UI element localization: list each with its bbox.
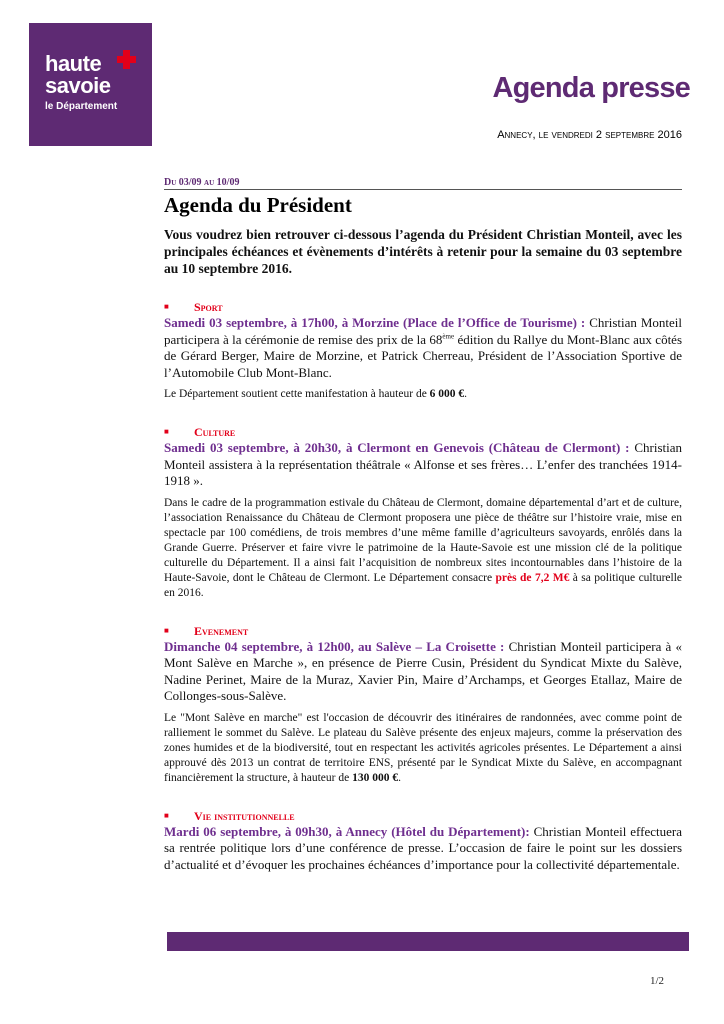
dateline-city: Annecy xyxy=(497,129,533,141)
event-when: Mardi 06 septembre, à 09h30, à Annecy (Hôtel du Département): xyxy=(164,823,530,839)
square-bullet-icon: ■ xyxy=(164,302,169,311)
footer-bar xyxy=(167,932,689,951)
dateline-le: le xyxy=(538,129,549,141)
savoy-cross-icon xyxy=(117,50,136,69)
logo-line-savoie: savoie xyxy=(45,73,111,98)
note-end: . xyxy=(398,771,401,784)
section-heading-label: Evenement xyxy=(194,623,249,638)
event-text: Christian Monteil effectuera sa rentrée politique lors d’une conférence de presse. L’occasion de faire le point sur les dossiers d’actualité et d’évoquer les prochaines échéances d’importance pour la collectivité départementale. xyxy=(164,823,683,872)
section-heading-label: Vie institutionnelle xyxy=(194,808,295,823)
section-sport xyxy=(164,299,682,402)
note-text: Le "Mont Salève en marche" est l'occasion de découvrir des itinéraires de randonnées, avec comme point de ralliement le sommet du Salève. Le plateau du Salève présente des enjeux majeurs, comme la préservation des zones humides et de la biodiversité, tout en respectant les activités agricoles présentes. Le Département a ainsi approuvé dès 2013 un contrat de territoire ENS, présenté par le Syndicat Mixte du Salève, en accompagnant financièrement la structure, à hauteur de xyxy=(164,711,682,784)
note-text: Dans le cadre de la programmation estivale du Château de Clermont, domaine départemental d’art et de culture, l’association Renaissance du Château de Clermont proposera une pièce de théâtre sur l’histoire vraie, mise en spectacle par 100 comédiens, de trois membres d’une même famille d’agriculteurs savoyards, enrôlés dans la Grande Guerre. Préserver et faire vivre le patrimoine de la Haute-Savoie est une mission clé de la politique culturelle du Département. Il a ainsi fait l’acquisition de nombreux sites incontournables dans l’histoire de la Haute-Savoie, dont le Château de Clermont. Le Département consacre xyxy=(164,496,682,584)
note-end: . xyxy=(464,388,468,400)
event-when: Samedi 03 septembre, à 17h00, à Morzine (Place de l’Office de Tourisme) : xyxy=(164,315,586,330)
event-superscript: ème xyxy=(442,332,455,341)
intro-paragraph: Vous voudrez bien retrouver ci-dessous l’agenda du Président Christian Monteil, avec les principales échéances et évènements d’intérêts à retenir pour la semaine du 03 septembre au 10 septembre 2016. xyxy=(164,227,682,276)
funding-note xyxy=(164,496,682,601)
logo-line-departement: le Département xyxy=(45,101,118,112)
event-text: Christian Monteil participera à la cérémonie de remise des prix de la 68 xyxy=(164,315,682,347)
dateline-weekday: vendredi xyxy=(551,129,593,141)
event-text: Christian Monteil assistera à la représentation théâtrale « Alfonse et ses frères… L’enfer des tranchées 1914-1918 ». xyxy=(164,440,682,488)
funding-amount: près de 7,2 M€ xyxy=(495,571,570,584)
funding-note xyxy=(164,711,682,786)
event-text: Christian Monteil participera à « Mont Salève en Marche », en présence de Pierre Cusin, Président du Syndicat Mixte du Salève, Nadine Perinet, Maire de la Muraz, Xavier Pin, Maire d’Archamps, et Georges Etallaz, Maire de Collonges-sous-Salève. xyxy=(164,638,682,703)
period-range: Du 03/09 au 10/09 xyxy=(164,177,682,190)
section-heading xyxy=(164,623,682,639)
event-description xyxy=(164,639,682,705)
section-heading xyxy=(164,299,682,315)
square-bullet-icon: ■ xyxy=(164,810,169,820)
note-end: à sa politique culturelle en 2016. xyxy=(164,571,682,599)
event-when: Dimanche 04 septembre, à 12h00, au Salève – La Croisette : xyxy=(164,638,505,654)
event-description xyxy=(164,315,682,381)
agenda-content xyxy=(164,226,682,873)
main-title: Agenda du Président xyxy=(164,193,352,217)
page-number: 1/2 xyxy=(649,975,664,987)
page-header-title: Agenda presse xyxy=(492,72,690,104)
square-bullet-icon: ■ xyxy=(164,625,169,635)
section-vie-institutionnelle xyxy=(164,808,682,874)
funding-amount: 130 000 € xyxy=(352,771,399,784)
funding-amount: 6 000 € xyxy=(429,388,465,400)
section-culture xyxy=(164,424,682,601)
event-description xyxy=(164,440,682,490)
section-heading xyxy=(164,808,682,824)
dateline-year: 2016 xyxy=(657,129,682,141)
dateline: Annecy, le vendredi 2 septembre 2016 xyxy=(497,129,682,141)
section-heading xyxy=(164,424,682,440)
note-text: Le Département soutient cette manifestation à hauteur de xyxy=(164,388,430,400)
square-bullet-icon: ■ xyxy=(164,427,169,436)
dateline-day: 2 xyxy=(595,129,603,141)
logo-line-haute: haute xyxy=(45,51,102,76)
event-text-continued: édition du Rallye du Mont-Blanc aux côtés de Gérard Berger, Maire de Morzine, et Patrick Cherreau, Président de l’Association Sportive de l’Automobile Club Mont-Blanc. xyxy=(164,331,683,380)
section-heading-label: Sport xyxy=(194,300,223,314)
section-evenement xyxy=(164,623,682,786)
event-description xyxy=(164,824,682,874)
funding-note xyxy=(164,387,682,402)
department-logo xyxy=(29,23,152,146)
event-when: Samedi 03 septembre, à 20h30, à Clermont en Genevois (Château de Clermont) : xyxy=(164,440,630,455)
section-heading-label: Culture xyxy=(194,425,236,439)
dateline-month: septembre xyxy=(605,129,655,141)
